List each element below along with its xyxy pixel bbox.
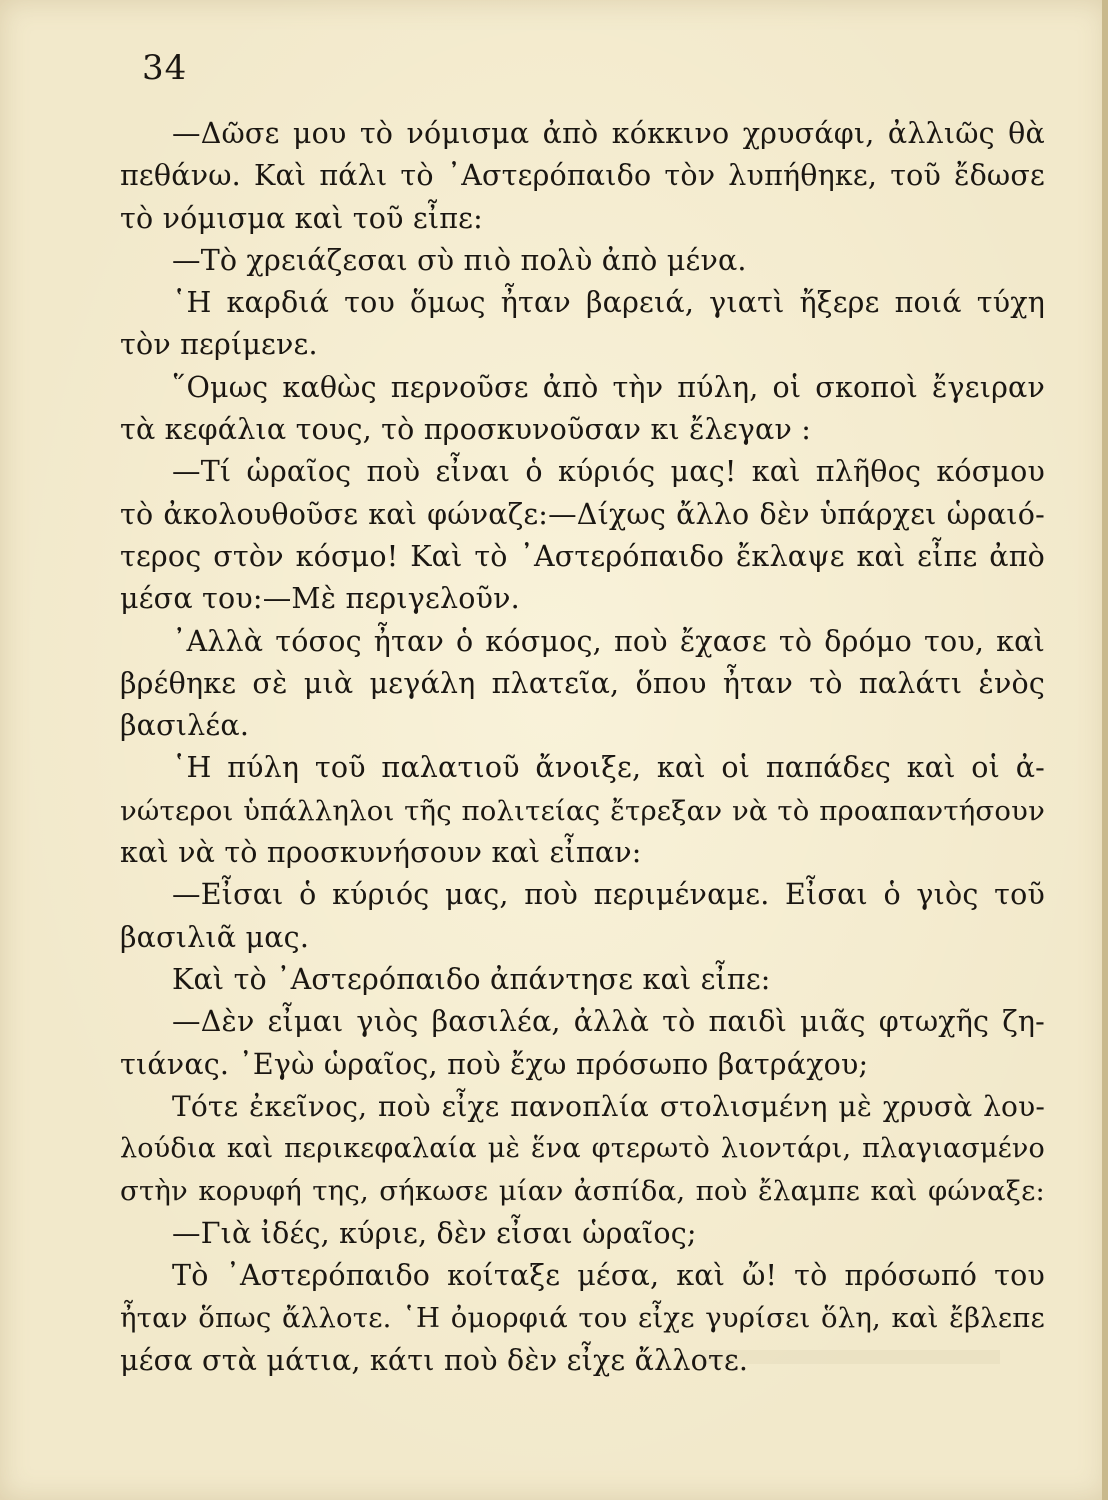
text-line: ῞Ομως καθὼς περνοῦσε ἀπὸ τὴν πύλη, οἱ σκοποὶ ἔγειραν xyxy=(172,370,1045,404)
text-line: ᾿Αλλὰ τόσος ἦταν ὁ κόσμος, ποὺ ἔχασε τὸ δρόμο του, καὶ xyxy=(172,624,1045,658)
text-line: μέσα του:—Μὲ περιγελοῦν. xyxy=(120,582,520,616)
text-line: —Δῶσε μου τὸ νόμισμα ἀπὸ κόκκινο χρυσάφι, ἀλλιῶς θὰ xyxy=(172,117,1045,150)
text-line: —Εἶσαι ὁ κύριός μας, ποὺ περιμέναμε. Εἶσαι ὁ γιὸς τοῦ xyxy=(172,878,1045,912)
text-line: βασιλέα. xyxy=(120,709,250,743)
text-line: τὸ ἀκολουθοῦσε καὶ φώναζε:—Δίχως ἄλλο δὲν ὑπάρχει ὡραιό- xyxy=(120,497,1045,531)
text-line: νώτεροι ὑπάλληλοι τῆς πολιτείας ἔτρεξαν νὰ τὸ προαπαντήσουν xyxy=(120,794,1045,827)
text-line: ῾Η πύλη τοῦ παλατιοῦ ἄνοιξε, καὶ οἱ παπάδες καὶ οἱ ἀ- xyxy=(172,751,1045,785)
text-line: τὰ κεφάλια τους, τὸ προσκυνοῦσαν κι ἔλεγαν : xyxy=(120,413,812,447)
text-line: καὶ νὰ τὸ προσκυνήσουν καὶ εἶπαν: xyxy=(120,836,642,870)
text-line: τερος στὸν κόσμο! Καὶ τὸ ᾿Αστερόπαιδο ἔκλαψε καὶ εἶπε ἀπὸ xyxy=(120,539,1045,573)
page-binding-edge xyxy=(1102,0,1108,1500)
text-line: τὸ νόμισμα καὶ τοῦ εἶπε: xyxy=(120,201,483,235)
text-line: πεθάνω. Καὶ πάλι τὸ ᾿Αστερόπαιδο τὸν λυπήθηκε, τοῦ ἔδωσε xyxy=(120,159,1045,193)
text-line: βρέθηκε σὲ μιὰ μεγάλη πλατεῖα, ὅπου ἦταν τὸ παλάτι ἑνὸς xyxy=(120,666,1045,700)
text-line: Τὸ ᾿Αστερόπαιδο κοίταξε μέσα, καὶ ὤ! τὸ πρόσωπό του xyxy=(172,1259,1045,1293)
text-line: στὴν κορυφή της, σήκωσε μίαν ἀσπίδα, ποὺ ἔλαμπε καὶ φώναξε: xyxy=(120,1175,1045,1208)
text-line: ἦταν ὅπως ἄλλοτε. ῾Η ὀμορφιά του εἶχε γυρίσει ὅλη, καὶ ἔβλεπε xyxy=(120,1302,1045,1335)
text-line: —Τί ὡραῖος ποὺ εἶναι ὁ κύριός μας! καὶ πλῆθος κόσμου xyxy=(172,455,1045,489)
text-line: —Τὸ χρειάζεσαι σὺ πιὸ πολὺ ἀπὸ μένα. xyxy=(172,243,747,277)
text-line: ῾Η καρδιά του ὅμως ἦταν βαρειά, γιατὶ ἤξερε ποιά τύχη xyxy=(172,286,1045,320)
body-text xyxy=(120,113,1045,1382)
text-line: Τότε ἐκεῖνος, ποὺ εἶχε πανοπλία στολισμένη μὲ χρυσὰ λου- xyxy=(172,1089,1045,1123)
text-line: —Γιὰ ἰδές, κύριε, δὲν εἶσαι ὡραῖος; xyxy=(172,1216,697,1250)
text-line: —Δὲν εἶμαι γιὸς βασιλέα, ἀλλὰ τὸ παιδὶ μιᾶς φτωχῆς ζη- xyxy=(172,1005,1045,1039)
text-line: βασιλιᾶ μας. xyxy=(120,920,310,954)
text-line: μέσα στὰ μάτια, κάτι ποὺ δὲν εἶχε ἄλλοτε. xyxy=(120,1343,749,1377)
text-line: λούδια καὶ περικεφαλαία μὲ ἕνα φτερωτὸ λιοντάρι, πλαγιασμένο xyxy=(120,1133,1045,1165)
page-number: 34 xyxy=(142,48,188,88)
bleed-through-text xyxy=(700,1350,1000,1364)
text-line: τιάνας. ᾿Εγὼ ὡραῖος, ποὺ ἔχω πρόσωπο βατράχου; xyxy=(120,1047,869,1081)
text-line: τὸν περίμενε. xyxy=(120,328,318,362)
text-line: Καὶ τὸ ᾿Αστερόπαιδο ἀπάντησε καὶ εἶπε: xyxy=(172,962,771,996)
